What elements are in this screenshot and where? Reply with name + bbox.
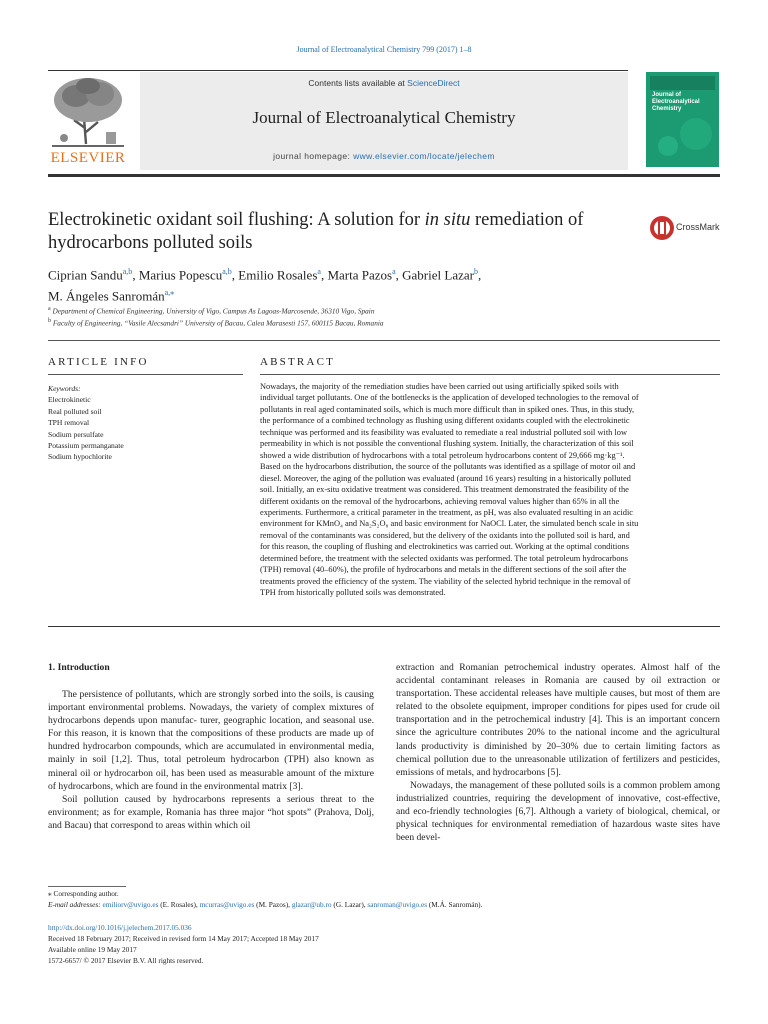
author-separator: , xyxy=(320,267,328,283)
abstract-line: removal of the contaminants was considered, but the delivery of the oxidants into the polluted soil is hard, and xyxy=(260,530,630,540)
body-line: The persistence of pollutants, which are strongly sorbed into the xyxy=(62,689,311,700)
author-affiliation-mark[interactable]: b xyxy=(473,267,478,276)
author-name[interactable]: Emilio Rosales xyxy=(238,267,318,283)
body-line: the environment; as for example, Romania has three major “hot spots” xyxy=(48,793,374,818)
journal-title: Journal of Electroanalytical Chemistry xyxy=(252,108,516,127)
body-line: causes, but most of them are related to the obsolete equipment, xyxy=(396,688,720,713)
keyword-item: Real polluted soil xyxy=(48,406,102,416)
abstract-heading: ABSTRACT xyxy=(260,356,336,368)
abstract-line: individual target pollutants. One of the bottlenecks is the application of developed technologies to the removal of xyxy=(260,393,639,403)
received-dates: Received 18 February 2017; Received in revised form 14 May 2017; Accepted 18 May 2017 xyxy=(48,934,319,943)
body-line: measurable amount of the mixture of hydrocarbons, which are found xyxy=(48,767,374,792)
body-line: environmental remediation of hazardous waste sites have been devel- xyxy=(396,819,721,844)
abstract-rule xyxy=(260,374,720,375)
affiliation-a xyxy=(48,306,374,315)
elsevier-wordmark[interactable]: ELSEVIER xyxy=(50,150,126,166)
email-owner: (M. Pazos), xyxy=(254,900,292,909)
homepage-label: journal homepage: xyxy=(273,151,354,161)
email-link[interactable]: emiliorv@uvigo.es xyxy=(102,900,159,909)
body-column-left xyxy=(48,688,374,832)
email-owner: (M.Á. Sanromán). xyxy=(427,900,483,909)
abstract-line: pollutants in real aged contaminated soils, which is much more difficult than in spiked ones. Thus, in this study, xyxy=(260,404,635,414)
body-line: variety of complex mixtures of hydrocarbons depends upon manufac- xyxy=(48,702,374,727)
affiliation-rule xyxy=(48,340,720,341)
contents-prefix: Contents lists available at xyxy=(308,78,408,88)
abstract-line: diesel. Moreover, the aging of the pollution was evaluated (around 16 years) resulting in a historically polluted xyxy=(260,473,631,483)
keyword-item: Electrokinetic xyxy=(48,395,91,405)
body-line: the petrochemical industry [4]. This is an important concern since the xyxy=(396,714,720,739)
author-name[interactable]: M. Ángeles Sanromán xyxy=(48,288,165,304)
abstract-line: (TPH) removal (40–60%), the profile of hydrocarbons and metals in the different sections of the soil after the xyxy=(260,565,627,575)
body-line: lands productivity is diminished by 20–30% due to certain limiting xyxy=(396,740,677,752)
keyword-item: TPH removal xyxy=(48,418,90,428)
body-line: innovative, cost-effective, and eco-friendly technologies [6,7]. xyxy=(396,792,720,818)
body-line: Nowadays, the management of these polluted soils is a common xyxy=(410,779,657,791)
body-line: hydrocarbon compounds, which are accumulated in environmental xyxy=(82,741,345,753)
abstract-line: the performance of a combined technology as flushing using different oxidants coupled with the electrokinetic xyxy=(260,416,630,426)
body-line: factors as chemical pollution due to the unreasonable utilization of xyxy=(396,740,721,765)
intro-paragraph xyxy=(396,779,720,844)
keyword-item: Potassium permanganate xyxy=(48,441,124,451)
abstract-line: soil. Initially, an ex-situ oxidative treatment was considered. This treatment demonstrated the feasibility of the xyxy=(260,485,629,495)
masthead-bottom-rule xyxy=(48,174,720,177)
journal-cover-thumbnail[interactable] xyxy=(646,72,719,167)
crossmark-icon xyxy=(649,215,675,241)
cover-art-icon xyxy=(646,72,719,167)
journal-homepage-line xyxy=(140,151,628,161)
email-owner: (E. Rosales), xyxy=(158,900,200,909)
abstract-line: Based on the hydrocarbons distribution, the source of the pollutants was identified as a spillage of motor oil and xyxy=(260,462,636,472)
abstract-line: treatments proved the efficiency of the system. The viability of the selected hybrid technique in the removal of xyxy=(260,576,631,586)
running-header[interactable]: Journal of Electroanalytical Chemistry 799 (2017) 1–8 xyxy=(296,45,472,54)
cover-title: Journal of Electroanalytical Chemistry xyxy=(652,92,700,112)
abstract-line: Nowadays, the majority of the remediation studies have been carried out using artificially spiked soils with xyxy=(260,382,619,391)
contents-available-line xyxy=(140,78,628,88)
body-line: soils, is causing important environmental problems. Nowadays, the xyxy=(48,689,374,714)
article-info-rule xyxy=(48,374,243,375)
author-name[interactable]: Ciprian Sandu xyxy=(48,267,123,283)
copyright-line: 1572-6657/ © 2017 Elsevier B.V. All rights reserved. xyxy=(48,956,204,965)
intro-paragraph xyxy=(48,688,374,793)
author-separator: , xyxy=(395,267,403,283)
tree-icon xyxy=(48,74,128,150)
email-link[interactable]: mcurras@uvigo.es xyxy=(199,900,255,909)
body-line: that the compositions of these products are made up of hundred xyxy=(48,728,374,753)
intro-paragraph xyxy=(396,661,720,779)
body-line: agriculture contributes 20% to the national income and the agricultural xyxy=(435,727,720,739)
homepage-url-link[interactable]: www.elsevier.com/locate/jelechem xyxy=(353,151,495,161)
body-line: extraction and Romanian petrochemical industry operates. Almost half xyxy=(396,662,690,673)
body-line: improper conditions for pipes used for crude oil transportation and in xyxy=(396,701,720,726)
title-italic: in situ xyxy=(424,210,471,230)
author-name[interactable]: Marta Pazos xyxy=(327,267,393,283)
paper-title xyxy=(48,209,628,255)
keywords-block xyxy=(48,383,248,463)
intro-paragraph xyxy=(48,793,374,832)
masthead-top-rule xyxy=(48,70,628,71)
email-addresses-note xyxy=(48,900,482,909)
footnote-rule xyxy=(48,886,126,887)
abstract-line: different oxidants on the removal of the hydrocarbons, achieving removal values higher than 65% in all the xyxy=(260,496,620,506)
keyword-item: Sodium persulfate xyxy=(48,429,104,439)
abstract-line: determined before, the treatment with the selected oxidants was performed. The total petroleum hydrocarbons xyxy=(260,553,628,563)
author-affiliation-mark[interactable]: a xyxy=(317,267,321,276)
introduction-heading: 1. Introduction xyxy=(48,662,110,673)
author-separator: , xyxy=(231,267,239,283)
email-link[interactable]: sanroman@uvigo.es xyxy=(367,900,428,909)
title-part-1: Electrokinetic oxidant soil flushing: A solution for xyxy=(48,210,425,230)
body-line: problem among industrialized countries, requiring the development of xyxy=(396,779,721,804)
body-column-right xyxy=(396,661,720,844)
body-line: of the accidental contaminant releases in Romania are caused by oil xyxy=(396,662,720,687)
affiliation-mark: b xyxy=(48,318,51,324)
author-name[interactable]: Marius Popescu xyxy=(138,267,223,283)
author-separator: , xyxy=(477,267,482,283)
body-line: (Prahova, Dolj, and Bacau) that correspond to areas within which oil xyxy=(48,806,374,831)
title-part-2: remediation of hydrocarbons polluted soils xyxy=(48,210,584,253)
corresponding-author-note: ⁎ Corresponding author. xyxy=(48,889,119,898)
author-separator: , xyxy=(132,267,139,283)
sciencedirect-link[interactable]: ScienceDirect xyxy=(407,78,460,88)
email-label: E-mail addresses: xyxy=(48,900,103,909)
keyword-item: Sodium hypochlorite xyxy=(48,452,112,462)
affiliation-b xyxy=(48,318,384,327)
crossmark-badge[interactable] xyxy=(649,215,675,246)
abstract-end-rule xyxy=(48,626,720,627)
abstract-line: TPH from historically polluted soils was demonstrated. xyxy=(260,588,446,598)
author-affiliation-mark[interactable]: a,⁎ xyxy=(164,288,175,298)
affiliation-text: Department of Chemical Engineering, University of Vigo, Campus As Lagoas-Marcosende, 36310 Vigo, Spain xyxy=(52,306,375,316)
body-line: Although a variety of biological, chemical, or physical techniques for xyxy=(396,806,721,831)
abstract-line: permeability in which is not possible the conventional flushing system. Initially, the characterization of this soil xyxy=(260,439,634,449)
body-line: in the environmental matrix [3]. xyxy=(180,780,303,792)
affiliation-mark: a xyxy=(48,306,51,312)
author-affiliation-mark[interactable]: a,b xyxy=(222,267,232,276)
body-line: fertilizers and pesticides, emissions of metals, and hydrocarbons [5]. xyxy=(396,753,720,778)
crossmark-label[interactable]: CrossMark xyxy=(676,222,720,232)
author-affiliation-mark[interactable]: a,b xyxy=(122,267,133,276)
abstract-line: showed a wide distribution of hydrocarbons with a total petroleum hydrocarbons content of 29,666 mg·kg⁻¹. xyxy=(260,450,625,460)
body-line: media, mainly in soil [1,2]. Thus, total petroleum hydrocarbon (TPH) xyxy=(48,741,374,766)
abstract-text xyxy=(260,381,720,599)
author-name[interactable]: Gabriel Lazar xyxy=(402,267,474,283)
body-line: extraction or transportation. These accidental releases have multiple xyxy=(396,675,720,700)
author-list xyxy=(48,263,688,306)
body-line: also known as mineral oil or hydrocarbon oil, has been used as xyxy=(48,754,374,779)
abstract-line: environment for KMnO₄ and Na₂S₂O₈ and basic environment for NaOCl. Later, the simulated bench scale in situ xyxy=(260,519,639,529)
affiliation-text: Faculty of Engineering, “Vasile Alecsandri” University of Bacau, Calea Marasesti 157, 600115 Bacau, Romania xyxy=(52,318,384,328)
abstract-line: for this reason, the coupling of flushing and electrokinetics was carried out. Working at the optimal conditions xyxy=(260,542,629,552)
doi-link[interactable]: http://dx.doi.org/10.1016/j.jelechem.2017.05.036 xyxy=(48,923,192,932)
abstract-line: experiments. Furthermore, a critical parameter in the treatment, as pH, was also evaluated resulting in an acidic xyxy=(260,507,634,517)
email-link[interactable]: glazar@ub.ro xyxy=(291,900,332,909)
body-line: turer, geographic location, and seasonal use. For this reason, it is known xyxy=(48,715,374,740)
available-online: Available online 19 May 2017 xyxy=(48,945,137,954)
email-owner: (G. Lazar), xyxy=(331,900,368,909)
author-affiliation-mark[interactable]: a xyxy=(392,267,396,276)
article-info-heading: ARTICLE INFO xyxy=(48,356,149,368)
keywords-label: Keywords: xyxy=(48,384,81,393)
abstract-line: technique was performed and its feasibility was evaluated to remediate a real industrial polluted soil with low xyxy=(260,427,627,437)
body-line: Soil pollution caused by hydrocarbons represents a serious threat to xyxy=(62,793,356,805)
